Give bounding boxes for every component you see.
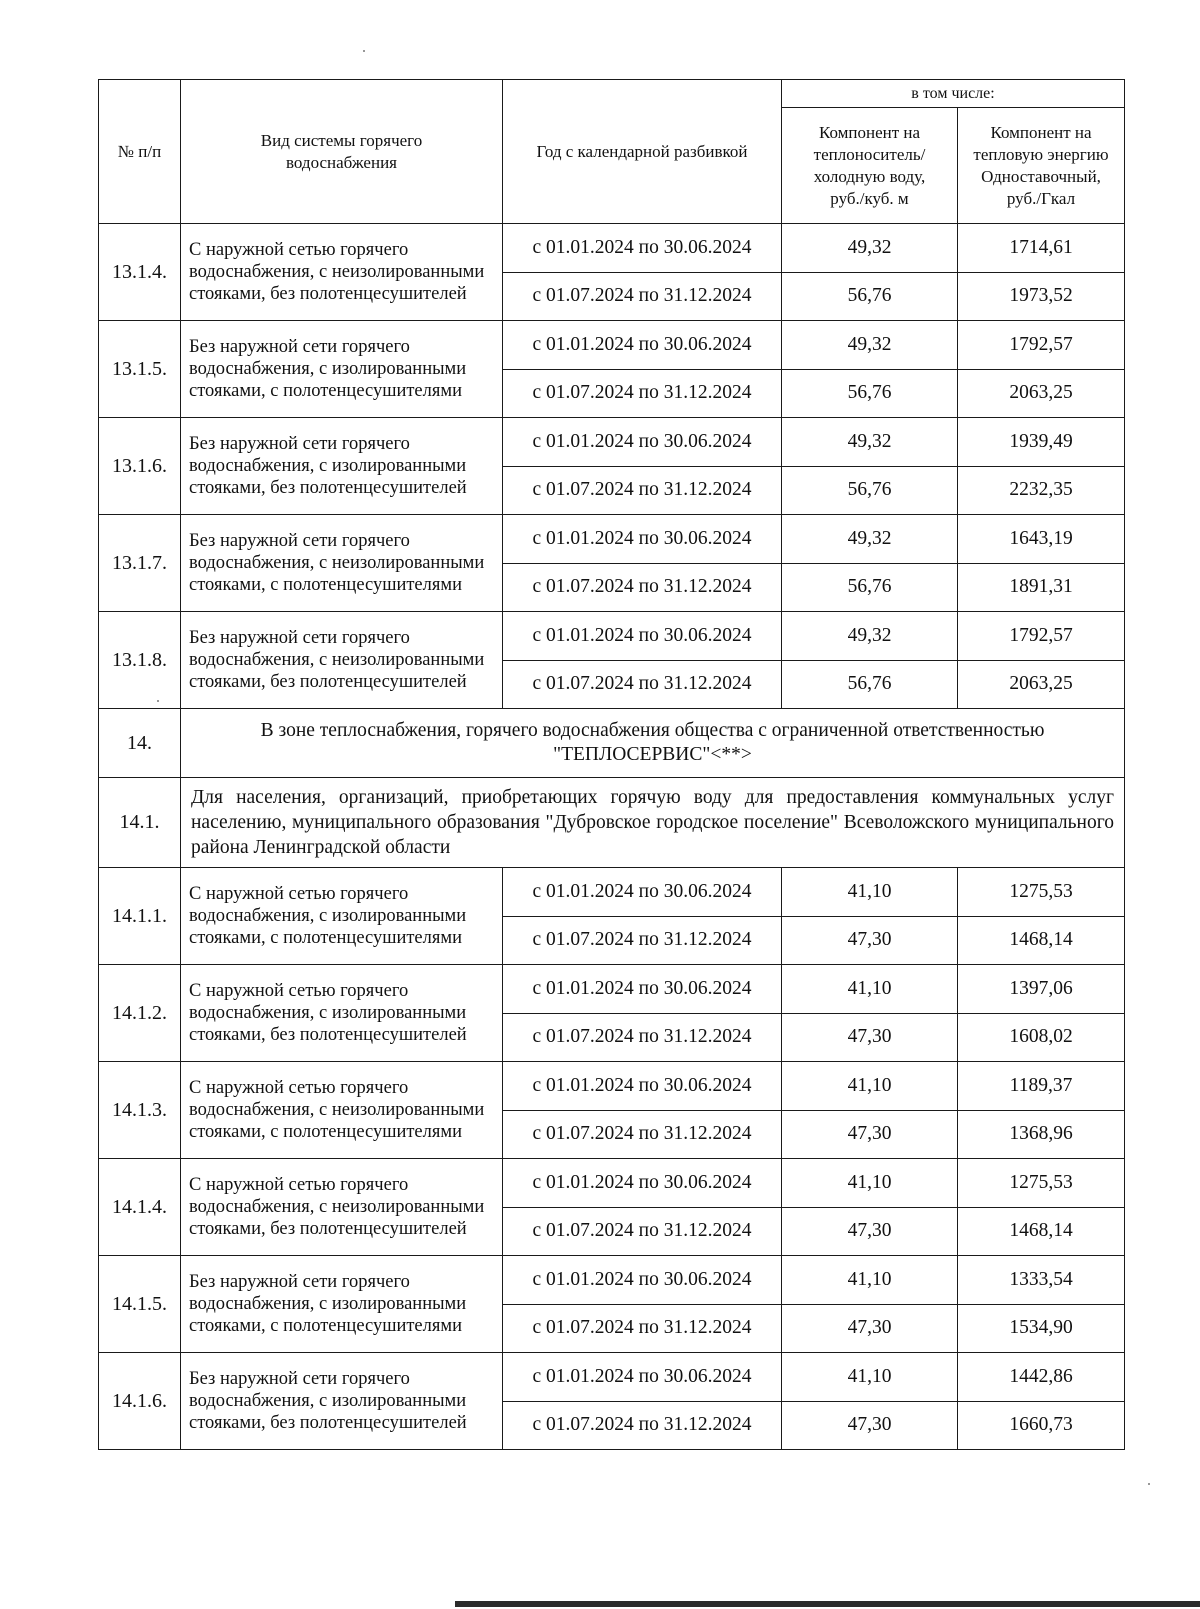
component-water-value: 56,76 — [782, 660, 958, 709]
row-number: 14.1.5. — [99, 1256, 181, 1353]
system-type: Без наружной сети горячего водоснабжения, с изолированными стояками, без полотенцесушителей — [181, 418, 503, 515]
system-type: С наружной сетью горячего водоснабжения, с неизолированными стояками, с полотенцесушителями — [181, 1062, 503, 1159]
table-row — [99, 321, 1125, 370]
component-water-value: 41,10 — [782, 1256, 958, 1305]
period: с 01.07.2024 по 31.12.2024 — [503, 916, 782, 965]
component-water-value: 49,32 — [782, 418, 958, 467]
system-type: С наружной сетью горячего водоснабжения, с изолированными стояками, с полотенцесушителями — [181, 868, 503, 965]
period: с 01.01.2024 по 30.06.2024 — [503, 1062, 782, 1111]
component-heat-value: 1608,02 — [958, 1013, 1125, 1062]
row-number: 14.1.4. — [99, 1159, 181, 1256]
row-number: 13.1.4. — [99, 224, 181, 321]
component-heat-value: 2232,35 — [958, 466, 1125, 515]
component-heat-value: 1792,57 — [958, 612, 1125, 661]
period: с 01.01.2024 по 30.06.2024 — [503, 224, 782, 273]
table-row — [99, 1159, 1125, 1208]
header-component-water — [782, 108, 958, 224]
period: с 01.07.2024 по 31.12.2024 — [503, 1110, 782, 1159]
table-row — [99, 418, 1125, 467]
component-water-value: 47,30 — [782, 1304, 958, 1353]
system-type: Без наружной сети горячего водоснабжения, с неизолированными стояками, без полотенцесушителей — [181, 612, 503, 709]
row-number: 14.1.6. — [99, 1353, 181, 1450]
table-row — [99, 1256, 1125, 1305]
component-heat-value: 1973,52 — [958, 272, 1125, 321]
table-row — [99, 515, 1125, 564]
tariff-table — [98, 79, 1125, 1450]
table-header — [99, 80, 1125, 224]
subsection-row — [99, 778, 1125, 868]
component-water-value: 47,30 — [782, 1401, 958, 1450]
component-heat-value: 1468,14 — [958, 1207, 1125, 1256]
subsection-number: 14.1. — [99, 778, 181, 868]
section-title: В зоне теплоснабжения, горячего водоснабжения общества с ограниченной ответственностью "ТЕПЛОСЕРВИС"<**> — [181, 709, 1125, 778]
table-row — [99, 1062, 1125, 1111]
component-heat-value: 1643,19 — [958, 515, 1125, 564]
component-water-value: 56,76 — [782, 369, 958, 418]
component-water-value: 56,76 — [782, 563, 958, 612]
component-heat-value: 1189,37 — [958, 1062, 1125, 1111]
period: с 01.07.2024 по 31.12.2024 — [503, 1401, 782, 1450]
header-component-heat — [958, 108, 1125, 224]
row-number: 13.1.8. — [99, 612, 181, 709]
system-type: Без наружной сети горячего водоснабжения, с изолированными стояками, без полотенцесушителей — [181, 1353, 503, 1450]
component-water-value: 41,10 — [782, 965, 958, 1014]
system-type: С наружной сетью горячего водоснабжения, с неизолированными стояками, без полотенцесушителей — [181, 1159, 503, 1256]
period: с 01.07.2024 по 31.12.2024 — [503, 466, 782, 515]
component-water-value: 47,30 — [782, 1110, 958, 1159]
row-number: 14.1.2. — [99, 965, 181, 1062]
component-heat-value: 1333,54 — [958, 1256, 1125, 1305]
period: с 01.01.2024 по 30.06.2024 — [503, 1353, 782, 1402]
header-type-label: Вид системы горячего водоснабжения — [260, 130, 423, 172]
period: с 01.01.2024 по 30.06.2024 — [503, 418, 782, 467]
period: с 01.01.2024 по 30.06.2024 — [503, 1256, 782, 1305]
component-heat-value: 1939,49 — [958, 418, 1125, 467]
table-row — [99, 224, 1125, 273]
scan-edge-line — [455, 1601, 1200, 1607]
row-number: 13.1.7. — [99, 515, 181, 612]
component-heat-value: 1275,53 — [958, 1159, 1125, 1208]
period: с 01.07.2024 по 31.12.2024 — [503, 272, 782, 321]
row-number: 14.1.1. — [99, 868, 181, 965]
component-water-value: 47,30 — [782, 916, 958, 965]
header-period: Год с календарной разбивкой — [503, 80, 782, 224]
component-heat-value: 1792,57 — [958, 321, 1125, 370]
component-water-value: 41,10 — [782, 1159, 958, 1208]
section-row — [99, 709, 1125, 778]
component-heat-value: 1714,61 — [958, 224, 1125, 273]
header-subgroup: в том числе: — [782, 80, 1125, 108]
component-water-value: 49,32 — [782, 515, 958, 564]
scan-speck — [1148, 1483, 1150, 1485]
table-row — [99, 868, 1125, 917]
component-heat-value: 1891,31 — [958, 563, 1125, 612]
system-type: Без наружной сети горячего водоснабжения, с неизолированными стояками, с полотенцесушителями — [181, 515, 503, 612]
period: с 01.01.2024 по 30.06.2024 — [503, 612, 782, 661]
period: с 01.07.2024 по 31.12.2024 — [503, 1013, 782, 1062]
component-water-value: 47,30 — [782, 1207, 958, 1256]
period: с 01.07.2024 по 31.12.2024 — [503, 1207, 782, 1256]
period: с 01.01.2024 по 30.06.2024 — [503, 515, 782, 564]
system-type: С наружной сетью горячего водоснабжения, с неизолированными стояками, без полотенцесушителей — [181, 224, 503, 321]
period: с 01.07.2024 по 31.12.2024 — [503, 369, 782, 418]
subsection-title: Для населения, организаций, приобретающих горячую воду для предоставления коммунальных услуг населению, муниципального образования "Дубровское городское поселение" Всеволожского муниципального района Ленинградской области — [181, 778, 1125, 868]
component-heat-value: 1397,06 — [958, 965, 1125, 1014]
component-water-value: 41,10 — [782, 868, 958, 917]
row-number: 14.1.3. — [99, 1062, 181, 1159]
component-heat-value: 1534,90 — [958, 1304, 1125, 1353]
component-water-value: 41,10 — [782, 1353, 958, 1402]
period: с 01.01.2024 по 30.06.2024 — [503, 965, 782, 1014]
component-heat-value: 1368,96 — [958, 1110, 1125, 1159]
component-heat-value: 2063,25 — [958, 369, 1125, 418]
scan-speck — [363, 50, 365, 52]
period: с 01.01.2024 по 30.06.2024 — [503, 1159, 782, 1208]
system-type: С наружной сетью горячего водоснабжения, с изолированными стояками, без полотенцесушителей — [181, 965, 503, 1062]
section-number: 14. — [99, 709, 181, 778]
component-water-value: 41,10 — [782, 1062, 958, 1111]
component-water-value: 47,30 — [782, 1013, 958, 1062]
row-number: 13.1.6. — [99, 418, 181, 515]
period: с 01.01.2024 по 30.06.2024 — [503, 868, 782, 917]
component-heat-value: 1660,73 — [958, 1401, 1125, 1450]
system-type: Без наружной сети горячего водоснабжения, с изолированными стояками, с полотенцесушителями — [181, 321, 503, 418]
period: с 01.07.2024 по 31.12.2024 — [503, 1304, 782, 1353]
header-component-heat-label: Компонент на тепловую энергию Одноставочный, руб./Гкал — [973, 122, 1109, 208]
component-water-value: 56,76 — [782, 466, 958, 515]
table-row — [99, 612, 1125, 661]
system-type: Без наружной сети горячего водоснабжения, с изолированными стояками, с полотенцесушителями — [181, 1256, 503, 1353]
period: с 01.07.2024 по 31.12.2024 — [503, 660, 782, 709]
component-water-value: 49,32 — [782, 612, 958, 661]
component-heat-value: 2063,25 — [958, 660, 1125, 709]
component-heat-value: 1442,86 — [958, 1353, 1125, 1402]
component-water-value: 49,32 — [782, 224, 958, 273]
component-heat-value: 1468,14 — [958, 916, 1125, 965]
component-heat-value: 1275,53 — [958, 868, 1125, 917]
header-component-water-label: Компонент на теплоноситель/ холодную воду, руб./куб. м — [813, 122, 926, 208]
period: с 01.07.2024 по 31.12.2024 — [503, 563, 782, 612]
table-body — [99, 224, 1125, 1450]
component-water-value: 49,32 — [782, 321, 958, 370]
component-water-value: 56,76 — [782, 272, 958, 321]
table-row — [99, 1353, 1125, 1402]
header-type — [181, 80, 503, 224]
table-row — [99, 965, 1125, 1014]
period: с 01.01.2024 по 30.06.2024 — [503, 321, 782, 370]
row-number: 13.1.5. — [99, 321, 181, 418]
header-num: № п/п — [99, 80, 181, 224]
